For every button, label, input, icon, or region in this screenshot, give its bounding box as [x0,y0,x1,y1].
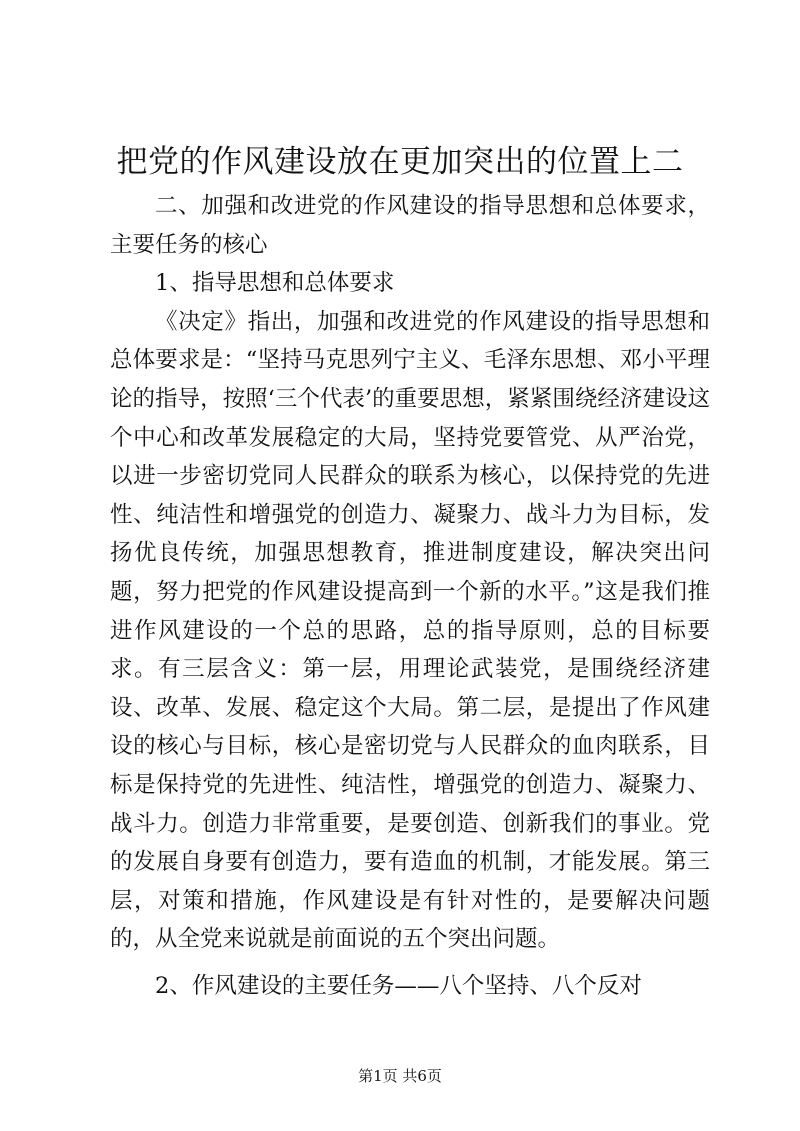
page-footer: 第1页 共6页 [358,1067,442,1085]
page-title: 把党的作风建设放在更加突出的位置上二 [116,144,684,180]
section-heading: 二、加强和改进党的作风建设的指导思想和总体要求，主要任务的核心 [110,193,710,258]
subsection-heading: 2、作风建设的主要任务——八个坚持、八个反对 [155,972,642,999]
document-body [110,187,710,1005]
subsection-heading: 1、指导思想和总体要求 [155,270,395,297]
body-paragraph: 《决定》指出，加强和改进党的作风建设的指导思想和总体要求是：“坚持马克思列宁主义、毛泽东思想、邓小平理论的指导，按照‘三个代表’的重要思想，紧紧围绕经济建设这个中心和改革发展稳定的大局，坚持党要管党、从严治党，以进一步密切党同人民群众的联系为核心，以保持党的先进性、纯洁性和增强党的创造力、凝聚力、战斗力为目标，发扬优良传统，加强思想教育，推进制度建设，解决突出问题，努力把党的作风建设提高到一个新的水平。”这是我们推进作风建设的一个总的思路，总的指导原则，总的目标要求。有三层含义：第一层，用理论武装党，是围绕经济建设、改革、发展、稳定这个大局。第二层，是提出了作风建设的核心与目标，核心是密切党与人民群众的血肉联系，目标是保持党的先进性、纯洁性，增强党的创造力、凝聚力、战斗力。创造力非常重要，是要创造、创新我们的事业。党的发展自身要有创造力，要有造血的机制，才能发展。第三层，对策和措施，作风建设是有针对性的，是要解决问题的，从全党来说就是前面说的五个突出问题。 [110,308,710,953]
